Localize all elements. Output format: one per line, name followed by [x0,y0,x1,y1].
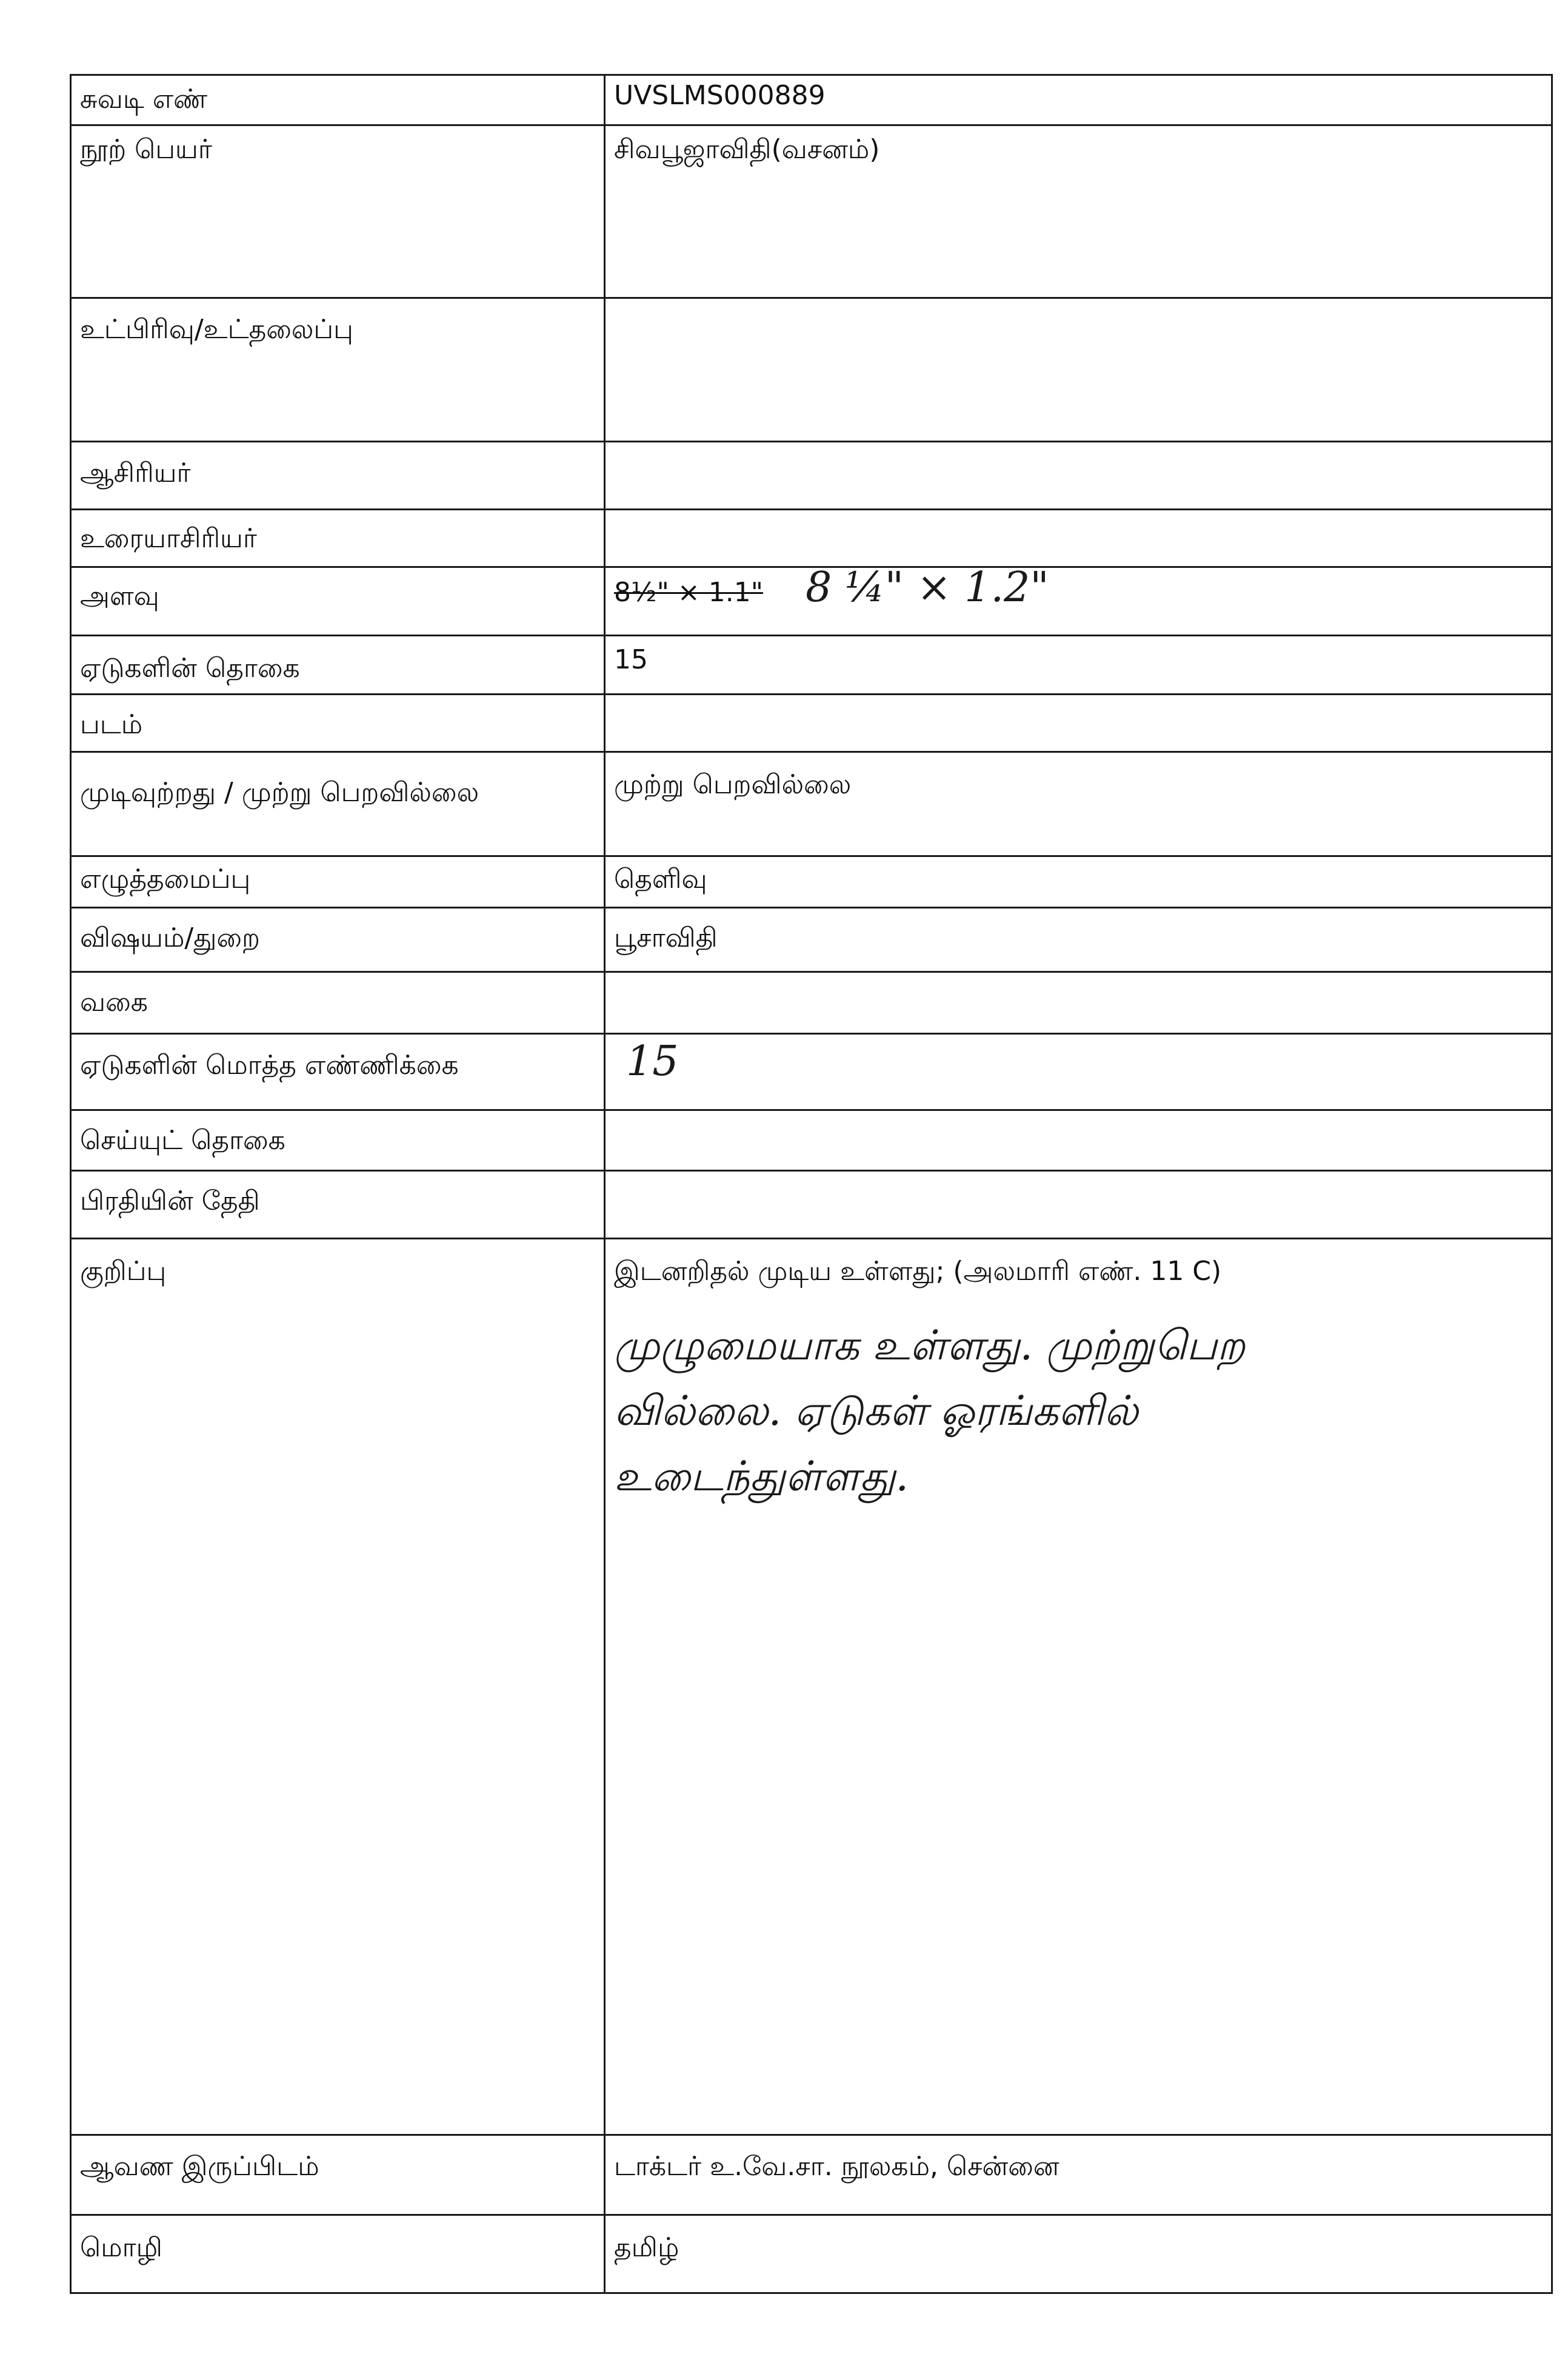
table-row [71,125,1552,298]
struck-size-value: 8½" × 1.1" [614,577,763,608]
field-label: ஆசிரியர் [71,442,605,510]
field-value: தமிழ் [605,2215,1552,2293]
field-value [605,695,1552,752]
field-label: விஷயம்/துறை [71,908,605,972]
handwritten-note-line: வில்லை. ஏடுகள் ஓரங்களில் [614,1387,1138,1435]
field-value [605,1110,1552,1171]
table-row [71,2135,1552,2215]
table-row [71,856,1552,908]
field-value [605,1239,1552,2135]
table-row [71,1034,1552,1110]
table-row [71,510,1552,567]
field-value [605,1171,1552,1239]
field-label: மொழி [71,2215,605,2293]
field-label: பிரதியின் தேதி [71,1171,605,1239]
handwritten-leaf-count: 15 [626,1038,679,1085]
table-row [71,1239,1552,2135]
table-row [71,75,1552,125]
table-row [71,298,1552,442]
table-row [71,1171,1552,1239]
field-label: சுவடி எண் [71,75,605,125]
table-row [71,695,1552,752]
handwritten-size-value: 8 ¼" × 1.2" [805,567,1049,612]
table-row [71,972,1552,1034]
field-label: குறிப்பு [71,1239,605,2135]
table-row [71,1110,1552,1171]
field-value [605,972,1552,1034]
table-row [71,908,1552,972]
field-label: எழுத்தமைப்பு [71,856,605,908]
table-row [71,752,1552,856]
field-label: படம் [71,695,605,752]
table-row [71,2215,1552,2293]
table-row [71,636,1552,695]
field-label: ஏடுகளின் தொகை [71,636,605,695]
field-value [605,567,1552,636]
catalog-sheet [70,74,1530,2293]
field-value [605,298,1552,442]
field-value: 15 [605,636,1552,695]
field-label: ஏடுகளின் மொத்த எண்ணிக்கை [71,1034,605,1110]
field-label: அளவு [71,567,605,636]
manuscript-record-table [70,74,1553,2294]
field-value: முற்று பெறவில்லை [605,752,1552,856]
field-value: UVSLMS000889 [605,75,1552,125]
field-value: தெளிவு [605,856,1552,908]
handwritten-note [614,1313,1543,1510]
handwritten-note-line: உடைந்துள்ளது. [614,1453,909,1501]
field-label: முடிவுற்றது / முற்று பெறவில்லை [71,752,605,856]
field-value: பூசாவிதி [605,908,1552,972]
field-value [605,1034,1552,1110]
field-label: செய்யுட் தொகை [71,1110,605,1171]
field-value [605,510,1552,567]
field-label: உட்பிரிவு/உட்தலைப்பு [71,298,605,442]
field-label: உரையாசிரியர் [71,510,605,567]
field-value [605,442,1552,510]
handwritten-note-line: முழுமையாக உள்ளது. முற்றுபெற [614,1322,1246,1370]
field-label: நூற் பெயர் [71,125,605,298]
note-printed-text: இடனறிதல் முடிய உள்ளது; (அலமாரி எண். 11 C) [614,1256,1222,1287]
field-label: ஆவண இருப்பிடம் [71,2135,605,2215]
table-row [71,442,1552,510]
field-value: சிவபூஜாவிதி(வசனம்) [605,125,1552,298]
table-row [71,567,1552,636]
field-label: வகை [71,972,605,1034]
field-value: டாக்டர் உ.வே.சா. நூலகம், சென்னை [605,2135,1552,2215]
